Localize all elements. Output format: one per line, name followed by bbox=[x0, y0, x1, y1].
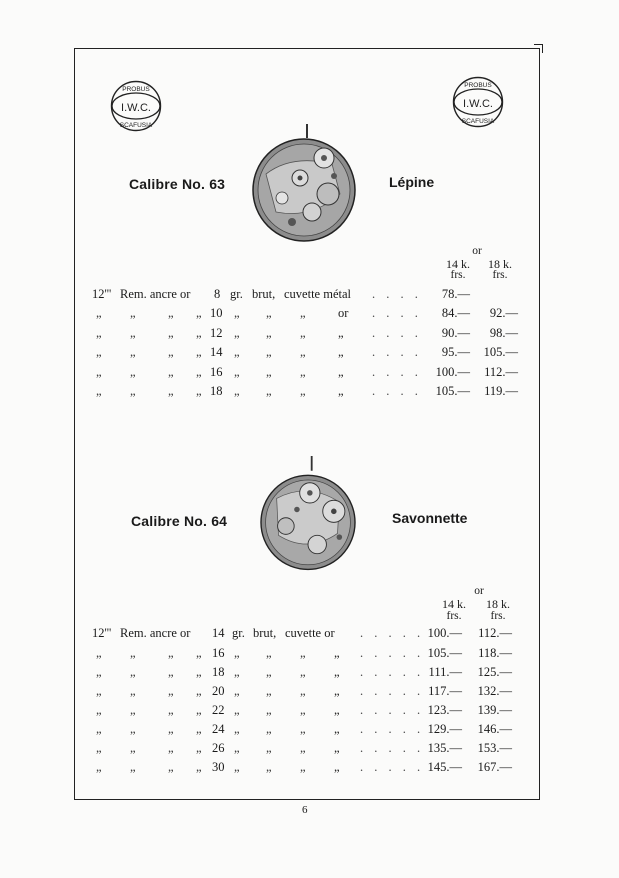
page-number: 6 bbox=[302, 804, 308, 816]
case-label: or bbox=[338, 306, 349, 320]
ditto-mark: „ bbox=[266, 684, 272, 698]
price-18k: 167.— bbox=[477, 760, 512, 774]
ditto-mark: „ bbox=[96, 306, 102, 320]
ditto-mark: „ bbox=[96, 741, 102, 755]
calibre-64-18k-header: 18 k. bbox=[486, 597, 510, 611]
grams-label: 16 bbox=[210, 364, 223, 379]
brut-label: brut, bbox=[252, 287, 276, 301]
case-label: cuvette or bbox=[285, 626, 335, 640]
ditto-mark: „ bbox=[130, 384, 136, 398]
calibre-63-18k-header: 18 k. bbox=[488, 257, 512, 271]
leader-dots: . . . . . bbox=[360, 703, 425, 717]
ditto-mark: „ bbox=[234, 703, 240, 717]
leader-dots: . . . . . bbox=[360, 722, 425, 736]
ditto-mark: „ bbox=[96, 760, 102, 774]
ditto-mark: „ bbox=[266, 722, 272, 736]
leader-dots: . . . . . bbox=[360, 684, 425, 698]
ditto-mark: „ bbox=[300, 306, 306, 320]
ditto-mark: „ bbox=[130, 665, 136, 679]
price-18k: 112.— bbox=[484, 364, 518, 379]
ditto-mark: „ bbox=[234, 325, 240, 340]
ditto-mark: „ bbox=[130, 703, 136, 717]
price-18k: 92.— bbox=[489, 306, 518, 320]
ditto-mark: „ bbox=[130, 646, 136, 660]
ditto-mark: „ bbox=[130, 325, 136, 340]
ditto-mark: „ bbox=[300, 345, 306, 359]
ditto-mark: „ bbox=[168, 760, 174, 774]
price-18k: 153.— bbox=[477, 741, 512, 755]
ditto-mark: „ bbox=[96, 665, 102, 679]
iwc-seal-left bbox=[110, 80, 162, 132]
ditto-mark: „ bbox=[234, 646, 240, 660]
calibre-63-price-row bbox=[0, 285, 619, 303]
ditto-mark: „ bbox=[130, 364, 136, 379]
price-14k: 129.— bbox=[427, 722, 462, 736]
grams-label: 14 bbox=[210, 345, 223, 359]
case-label: „ bbox=[338, 345, 344, 359]
price-14k: 111.— bbox=[428, 665, 462, 679]
ditto-mark: „ bbox=[96, 703, 102, 717]
ditto-mark: „ bbox=[168, 722, 174, 736]
calibre-63-price-row bbox=[0, 382, 619, 400]
ditto-mark: „ bbox=[300, 684, 306, 698]
unit-label: gr. bbox=[230, 287, 243, 301]
price-14k: 95.— bbox=[441, 345, 470, 359]
price-14k: 84.— bbox=[441, 306, 470, 320]
grams-label: 30 bbox=[212, 760, 225, 774]
price-14k: 105.— bbox=[427, 646, 462, 660]
seal-bottom-text: SCAFUSIA bbox=[461, 118, 495, 125]
size-label: 12''' bbox=[92, 626, 112, 640]
ditto-mark: „ bbox=[130, 722, 136, 736]
ditto-mark: „ bbox=[168, 364, 174, 379]
calibre-64-price-row bbox=[0, 739, 619, 757]
price-14k: 123.— bbox=[427, 703, 462, 717]
ditto-mark: „ bbox=[196, 722, 202, 736]
price-18k: 118.— bbox=[478, 646, 512, 660]
size-label: 12''' bbox=[92, 287, 112, 301]
ditto-mark: „ bbox=[196, 665, 202, 679]
ditto-mark: „ bbox=[130, 684, 136, 698]
ditto-mark: „ bbox=[196, 760, 202, 774]
ditto-mark: „ bbox=[168, 345, 174, 359]
seal-center-text: I.W.C. bbox=[121, 102, 151, 114]
ditto-mark: „ bbox=[96, 345, 102, 359]
seal-top-text: PROBUS bbox=[122, 86, 150, 93]
price-18k: 132.— bbox=[477, 684, 512, 698]
ditto-mark: „ bbox=[266, 703, 272, 717]
ditto-mark: „ bbox=[130, 345, 136, 359]
calibre-63-or-header: or bbox=[472, 245, 482, 257]
ditto-mark: „ bbox=[234, 384, 240, 398]
ditto-mark: „ bbox=[300, 325, 306, 340]
calibre-63-movement-image bbox=[252, 124, 356, 242]
ditto-mark: „ bbox=[234, 665, 240, 679]
brut-label: brut, bbox=[253, 626, 277, 640]
grams-label: 22 bbox=[212, 703, 225, 717]
ditto-mark: „ bbox=[300, 703, 306, 717]
ditto-mark: „ bbox=[300, 646, 306, 660]
case-label: „ bbox=[338, 364, 344, 379]
calibre-64-14k-header: 14 k. bbox=[442, 597, 466, 611]
grams-label: 20 bbox=[212, 684, 225, 698]
ditto-mark: „ bbox=[266, 345, 272, 359]
seal-top-text: PROBUS bbox=[464, 82, 492, 89]
grams-label: 14 bbox=[212, 626, 225, 640]
leader-dots: . . . . . bbox=[360, 646, 425, 660]
ditto-mark: „ bbox=[266, 384, 272, 398]
ditto-mark: „ bbox=[234, 364, 240, 379]
calibre-64-price-row bbox=[0, 758, 619, 776]
price-18k: 105.— bbox=[483, 345, 518, 359]
calibre-64-price-row bbox=[0, 701, 619, 719]
ditto-mark: „ bbox=[196, 703, 202, 717]
ditto-mark: „ bbox=[96, 684, 102, 698]
unit-label: gr. bbox=[232, 626, 245, 640]
calibre-63-frs-14-header: frs. bbox=[450, 269, 466, 281]
calibre-63-style-label: Lépine bbox=[389, 174, 435, 190]
calibre-64-style-label: Savonnette bbox=[392, 510, 468, 526]
price-14k: 90.— bbox=[441, 325, 470, 340]
case-label: „ bbox=[334, 703, 340, 717]
calibre-64-title: Calibre No. 64 bbox=[131, 513, 228, 529]
ditto-mark: „ bbox=[130, 306, 136, 320]
grams-label: 8 bbox=[214, 287, 221, 301]
calibre-64-movement-image bbox=[256, 456, 360, 574]
ditto-mark: „ bbox=[96, 646, 102, 660]
price-18k: 139.— bbox=[477, 703, 512, 717]
calibre-63-price-row bbox=[0, 324, 619, 342]
ditto-mark: „ bbox=[96, 364, 102, 379]
ditto-mark: „ bbox=[300, 741, 306, 755]
calibre-64-price-row bbox=[0, 720, 619, 738]
case-label: „ bbox=[334, 646, 340, 660]
iwc-seal-right bbox=[452, 76, 504, 128]
ditto-mark: „ bbox=[130, 741, 136, 755]
ditto-mark: „ bbox=[196, 306, 202, 320]
desc-label: Rem. ancre or bbox=[120, 287, 191, 301]
ditto-mark: „ bbox=[96, 722, 102, 736]
price-14k: 135.— bbox=[427, 741, 462, 755]
corner-mark bbox=[534, 44, 543, 53]
ditto-mark: „ bbox=[300, 665, 306, 679]
case-label: „ bbox=[338, 384, 344, 398]
ditto-mark: „ bbox=[266, 325, 272, 340]
calibre-64-price-row bbox=[0, 682, 619, 700]
price-14k: 117.— bbox=[428, 684, 462, 698]
calibre-64-price-row bbox=[0, 624, 619, 642]
case-label: „ bbox=[334, 741, 340, 755]
leader-dots: . . . . bbox=[372, 364, 422, 379]
leader-dots: . . . . bbox=[372, 384, 422, 398]
calibre-63-price-row bbox=[0, 304, 619, 322]
ditto-mark: „ bbox=[266, 741, 272, 755]
ditto-mark: „ bbox=[266, 646, 272, 660]
case-label: „ bbox=[334, 760, 340, 774]
iwc-seal-left-graphic bbox=[110, 80, 162, 132]
ditto-mark: „ bbox=[234, 345, 240, 359]
ditto-mark: „ bbox=[266, 665, 272, 679]
iwc-seal-right-graphic bbox=[452, 76, 504, 128]
leader-dots: . . . . . bbox=[360, 665, 425, 679]
calibre-63-price-row bbox=[0, 343, 619, 361]
ditto-mark: „ bbox=[196, 325, 202, 340]
case-label: „ bbox=[334, 722, 340, 736]
calibre-63-price-row bbox=[0, 363, 619, 381]
calibre-64-frs-18-header: frs. bbox=[490, 610, 506, 622]
ditto-mark: „ bbox=[234, 306, 240, 320]
price-18k: 98.— bbox=[489, 325, 518, 340]
grams-label: 26 bbox=[212, 741, 225, 755]
ditto-mark: „ bbox=[300, 760, 306, 774]
calibre-63-14k-header: 14 k. bbox=[446, 257, 470, 271]
ditto-mark: „ bbox=[168, 306, 174, 320]
leader-dots: . . . . . bbox=[360, 741, 425, 755]
ditto-mark: „ bbox=[168, 741, 174, 755]
calibre-64-price-row bbox=[0, 644, 619, 662]
case-label: „ bbox=[334, 665, 340, 679]
ditto-mark: „ bbox=[96, 384, 102, 398]
ditto-mark: „ bbox=[300, 722, 306, 736]
leader-dots: . . . . bbox=[372, 306, 422, 320]
desc-label: Rem. ancre or bbox=[120, 626, 191, 640]
case-label: „ bbox=[338, 325, 344, 340]
price-18k: 119.— bbox=[484, 384, 518, 398]
grams-label: 18 bbox=[212, 665, 225, 679]
ditto-mark: „ bbox=[168, 646, 174, 660]
seal-center-text: I.W.C. bbox=[463, 98, 493, 110]
seal-bottom-text: SCAFUSIA bbox=[119, 122, 153, 129]
ditto-mark: „ bbox=[234, 684, 240, 698]
grams-label: 18 bbox=[210, 384, 223, 398]
ditto-mark: „ bbox=[196, 345, 202, 359]
ditto-mark: „ bbox=[196, 741, 202, 755]
calibre-64-price-row bbox=[0, 663, 619, 681]
grams-label: 10 bbox=[210, 306, 223, 320]
ditto-mark: „ bbox=[266, 364, 272, 379]
leader-dots: . . . . . bbox=[360, 626, 425, 640]
leader-dots: . . . . bbox=[372, 345, 422, 359]
price-14k: 100.— bbox=[435, 364, 470, 379]
ditto-mark: „ bbox=[234, 760, 240, 774]
ditto-mark: „ bbox=[130, 760, 136, 774]
leader-dots: . . . . . bbox=[360, 760, 425, 774]
ditto-mark: „ bbox=[300, 364, 306, 379]
leader-dots: . . . . bbox=[372, 325, 422, 340]
grams-label: 16 bbox=[212, 646, 225, 660]
ditto-mark: „ bbox=[196, 364, 202, 379]
calibre-63-frs-18-header: frs. bbox=[492, 269, 508, 281]
ditto-mark: „ bbox=[168, 325, 174, 340]
case-label: cuvette métal bbox=[284, 287, 351, 301]
grams-label: 24 bbox=[212, 722, 225, 736]
ditto-mark: „ bbox=[300, 384, 306, 398]
ditto-mark: „ bbox=[168, 684, 174, 698]
price-14k: 100.— bbox=[427, 626, 462, 640]
price-14k: 78.— bbox=[441, 287, 470, 301]
price-18k: 146.— bbox=[477, 722, 512, 736]
price-14k: 105.— bbox=[435, 384, 470, 398]
ditto-mark: „ bbox=[234, 722, 240, 736]
grams-label: 12 bbox=[210, 325, 223, 340]
price-18k: 125.— bbox=[477, 665, 512, 679]
ditto-mark: „ bbox=[266, 306, 272, 320]
ditto-mark: „ bbox=[196, 684, 202, 698]
calibre-63-title: Calibre No. 63 bbox=[129, 176, 226, 192]
calibre-64-or-header: or bbox=[474, 585, 484, 597]
ditto-mark: „ bbox=[96, 325, 102, 340]
ditto-mark: „ bbox=[168, 703, 174, 717]
ditto-mark: „ bbox=[266, 760, 272, 774]
price-14k: 145.— bbox=[427, 760, 462, 774]
ditto-mark: „ bbox=[196, 384, 202, 398]
ditto-mark: „ bbox=[168, 384, 174, 398]
price-18k: 112.— bbox=[478, 626, 512, 640]
ditto-mark: „ bbox=[234, 741, 240, 755]
ditto-mark: „ bbox=[196, 646, 202, 660]
case-label: „ bbox=[334, 684, 340, 698]
calibre-64-frs-14-header: frs. bbox=[446, 610, 462, 622]
ditto-mark: „ bbox=[168, 665, 174, 679]
leader-dots: . . . . bbox=[372, 287, 422, 301]
